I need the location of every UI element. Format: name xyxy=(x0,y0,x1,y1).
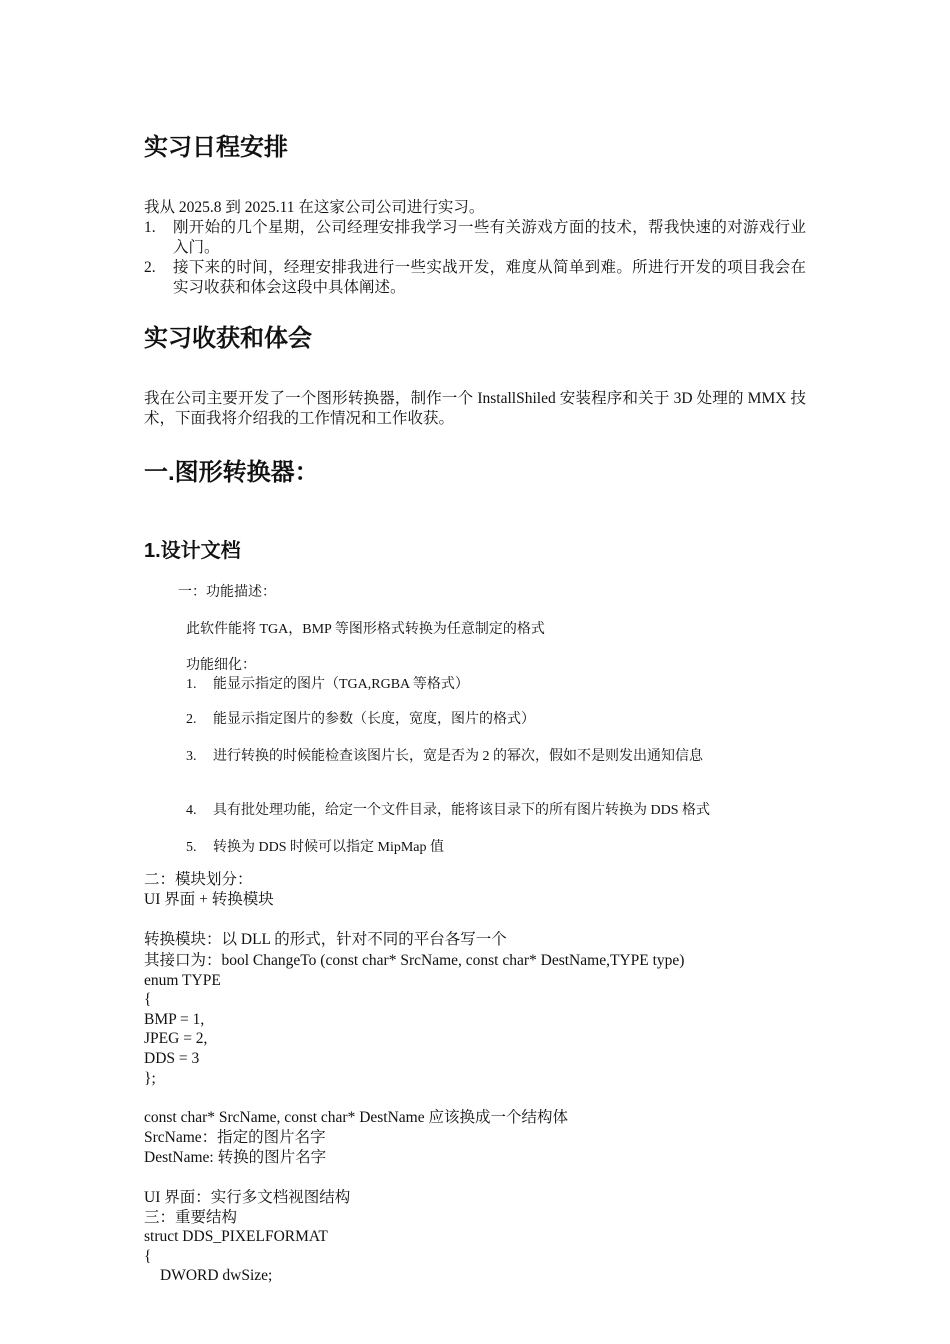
code-line: { xyxy=(144,1248,152,1265)
func-item-4 xyxy=(186,802,711,820)
code-line: BMP = 1, xyxy=(144,1011,205,1028)
schedule-intro: 我从 2025.8 到 2025.11 在这家公司公司进行实习。 xyxy=(144,199,485,216)
dest-name-line: DestName: 转换的图片名字 xyxy=(144,1149,327,1166)
convert-line: 转换模块：以 DLL 的形式，针对不同的平台各写一个 xyxy=(144,931,507,948)
func-item-5 xyxy=(186,839,445,857)
struct-note: const char* SrcName, const char* DestName 应该换成一个结构体 xyxy=(144,1109,568,1126)
list-number: 4. xyxy=(186,803,197,818)
gains-paragraph: 我在公司主要开发了一个图形转换器，制作一个 InstallShiled 安装程序和关于 3D 处理的 MMX 技术，下面我将介绍我的工作情况和工作收获。 xyxy=(144,390,806,427)
func-item-3 xyxy=(186,748,703,766)
code-line: }; xyxy=(144,1070,156,1087)
list-number: 2. xyxy=(144,259,156,276)
heading-converter: 一.图形转换器： xyxy=(144,459,319,486)
code-line: enum TYPE xyxy=(144,972,221,989)
func-item-1 xyxy=(186,676,469,694)
list-text: 能显示指定的图片（TGA,RGBA 等格式） xyxy=(213,677,469,692)
schedule-item-1 xyxy=(144,218,806,258)
code-line: struct DDS_PIXELFORMAT xyxy=(144,1228,328,1245)
list-text: 能显示指定图片的参数（长度，宽度，图片的格式） xyxy=(213,712,535,727)
list-text: 接下来的时间，经理安排我进行一些实战开发，难度从简单到难。所进行开发的项目我会在实习收获和体会这段中具体阐述。 xyxy=(173,259,806,296)
interface-line: 其接口为：bool ChangeTo (const char* SrcName, const char* DestName,TYPE type) xyxy=(144,952,685,969)
heading-gains: 实习收获和体会 xyxy=(144,325,312,352)
schedule-item-2 xyxy=(144,258,806,298)
struct-title: 三：重要结构 xyxy=(144,1209,238,1226)
list-number: 1. xyxy=(186,677,197,692)
list-text: 进行转换的时候能检查该图片长，宽是否为 2 的幂次，假如不是则发出通知信息 xyxy=(213,749,703,764)
module-title: 二：模块划分： xyxy=(144,871,253,888)
list-text: 转换为 DDS 时候可以指定 MipMap 值 xyxy=(213,840,445,855)
list-text: 具有批处理功能，给定一个文件目录，能将该目录下的所有图片转换为 DDS 格式 xyxy=(213,803,711,818)
code-line: { xyxy=(144,991,152,1008)
code-line: DDS = 3 xyxy=(144,1050,200,1067)
src-name-line: SrcName：指定的图片名字 xyxy=(144,1129,326,1146)
list-number: 5. xyxy=(186,840,197,855)
code-line: DWORD dwSize; xyxy=(160,1267,273,1284)
ui-line: UI 界面：实行多文档视图结构 xyxy=(144,1189,351,1206)
func-item-2 xyxy=(186,711,535,729)
list-text: 刚开始的几个星期，公司经理安排我学习一些有关游戏方面的技术，帮我快速的对游戏行业入门。 xyxy=(173,219,806,256)
func-title: 一：功能描述： xyxy=(178,585,276,600)
module-line: UI 界面 + 转换模块 xyxy=(144,891,274,908)
list-number: 3. xyxy=(186,749,197,764)
list-number: 1. xyxy=(144,219,156,236)
heading-design-doc: 1.设计文档 xyxy=(144,540,241,562)
func-detail-title: 功能细化： xyxy=(186,658,256,673)
list-number: 2. xyxy=(186,712,197,727)
heading-schedule: 实习日程安排 xyxy=(144,134,288,161)
func-desc: 此软件能将 TGA，BMP 等图形格式转换为任意制定的格式 xyxy=(186,622,545,637)
code-line: JPEG = 2, xyxy=(144,1030,208,1047)
